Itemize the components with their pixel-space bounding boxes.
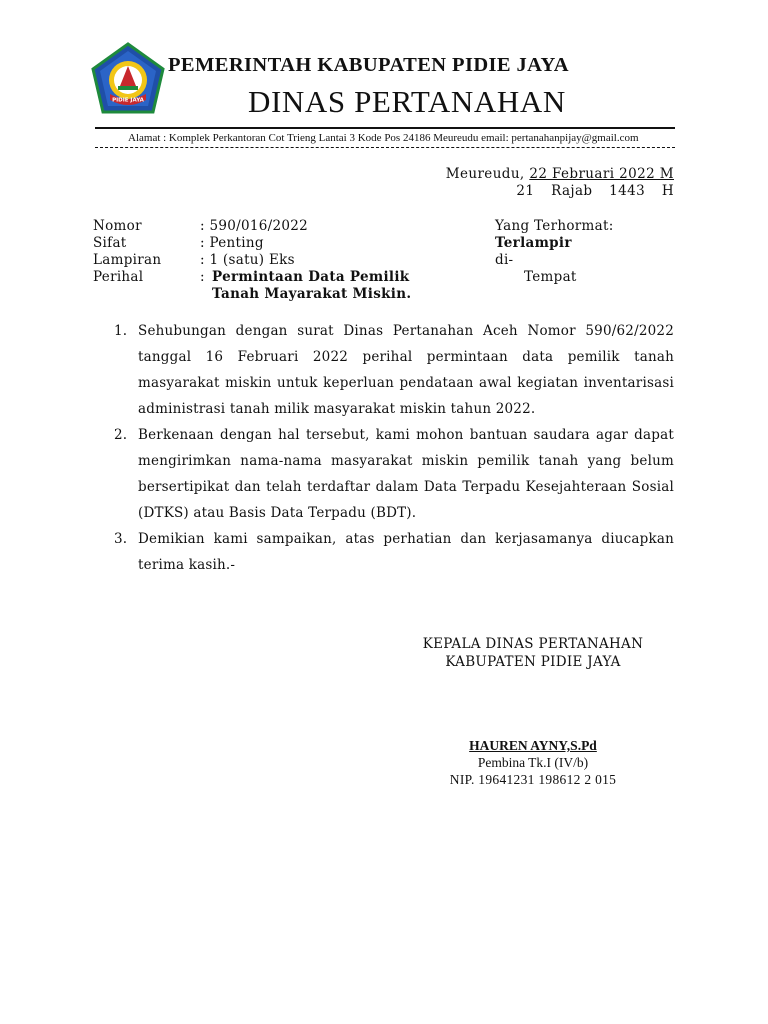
paragraph-number: 3. <box>114 531 128 547</box>
letter-date <box>446 166 674 182</box>
paragraph-text: Demikian kami sampaikan, atas perhatian dan kerjasamanya diucapkan terima kasih.- <box>138 531 674 573</box>
perihal-line-2: Tanah Mayarakat Miskin. <box>212 286 412 302</box>
date-hijri: 21 Rajab 1443 H <box>516 183 674 199</box>
signatory-title-2: KABUPATEN PIDIE JAYA <box>445 654 621 670</box>
signatory-nip: NIP. 19641231 198612 2 015 <box>449 772 617 787</box>
recipient-salutation: Yang Terhormat: <box>495 218 614 234</box>
paragraph-2 <box>112 422 674 526</box>
address-divider <box>95 147 675 148</box>
paragraph-text: Sehubungan dengan surat Dinas Pertanahan Aceh Nomor 590/62/2022 tanggal 16 Februari 2022 perihal permintaan data pemilik tanah masyarakat miskin untuk keperluan pendataan awal kegiatan inventarisasi administrasi tanah milik masyarakat miskin tahun 2022. <box>138 323 674 417</box>
header-divider <box>95 127 675 129</box>
nomor-label: Nomor <box>93 218 142 234</box>
lampiran-value: : 1 (satu) Eks <box>200 252 295 268</box>
recipient-place: Tempat <box>524 269 577 285</box>
paragraph-3 <box>112 526 674 578</box>
date-place: Meureudu, <box>445 166 525 182</box>
signatory-title-1: KEPALA DINAS PERTANAHAN <box>422 636 644 652</box>
agency-name: DINAS PERTANAHAN <box>248 84 566 119</box>
regency-logo <box>90 42 166 126</box>
signatory-name: HAUREN AYNY,S.Pd <box>469 738 597 753</box>
paragraph-text: Berkenaan dengan hal tersebut, kami mohon bantuan saudara agar dapat mengirimkan nama-nama masyarakat miskin pemilik tanah yang belum bersertipikat dan telah terdaftar dalam Data Terpadu Kesejahteraan Sosial (DTKS) atau Basis Data Terpadu (BDT). <box>138 427 674 521</box>
signatory-rank: Pembina Tk.I (IV/b) <box>477 755 589 770</box>
recipient-di: di- <box>495 252 514 268</box>
sifat-label: Sifat <box>93 235 127 251</box>
recipient-name: Terlampir <box>495 235 572 251</box>
paragraph-number: 1. <box>114 323 128 339</box>
perihal-line-1: Permintaan Data Pemilik <box>212 269 410 285</box>
perihal-label: Perihal <box>93 269 144 285</box>
lampiran-label: Lampiran <box>93 252 162 268</box>
address-line: Alamat : Komplek Perkantoran Cot Trieng Lantai 3 Kode Pos 24186 Meureudu email: pertanahanpijay@gmail.com <box>128 132 639 144</box>
pidie-jaya-emblem <box>90 42 166 126</box>
government-header: PEMERINTAH KABUPATEN PIDIE JAYA <box>168 54 569 76</box>
perihal-colon: : <box>200 269 205 285</box>
sifat-value: : Penting <box>200 235 264 251</box>
paragraph-number: 2. <box>114 427 128 443</box>
letter-body <box>112 318 674 578</box>
nomor-value: : 590/016/2022 <box>200 218 309 234</box>
paragraph-1 <box>112 318 674 422</box>
date-gregorian: 22 Februari 2022 M <box>529 166 674 182</box>
svg-text:PIDIE JAYA: PIDIE JAYA <box>112 97 144 104</box>
